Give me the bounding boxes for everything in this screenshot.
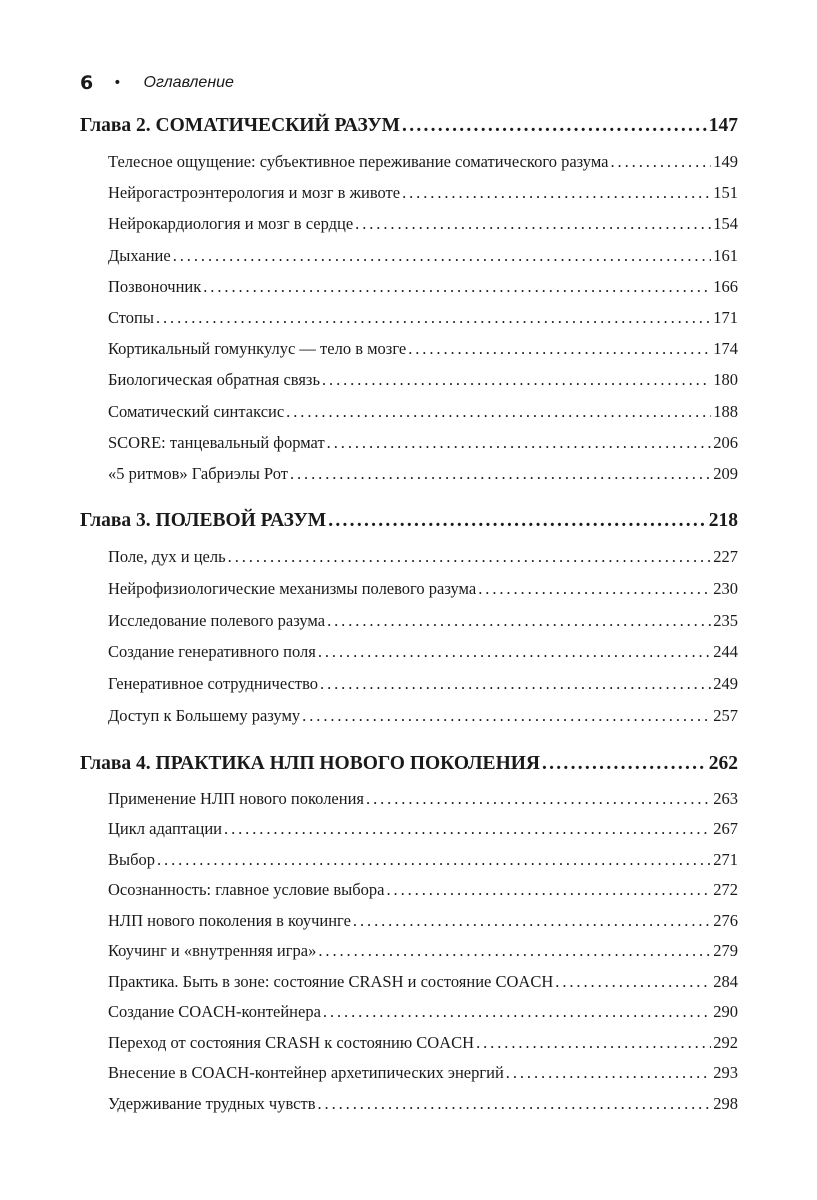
entry-page: 230 [713,578,738,598]
entry-page: 263 [713,788,738,808]
toc-entry[interactable] [108,997,738,1028]
entry-page: 209 [713,463,738,483]
leader-dots [290,458,711,489]
entry-title: Выбор [108,849,155,869]
entry-title: Применение НЛП нового поколения [108,788,365,808]
toc-entry[interactable] [108,906,738,937]
leader-dots [611,146,712,177]
leader-dots [317,1089,711,1120]
entry-title: Поле, дух и цель [108,547,226,567]
entry-title: Телесное ощущение: субъективное переживание соматического разума [108,152,609,171]
toc-entry[interactable] [108,240,738,271]
chapter-title: Глава 4. ПРАКТИКА НЛП НОВОГО ПОКОЛЕНИЯ [80,752,540,774]
entry-page: 161 [713,245,738,265]
leader-dots [402,110,707,142]
toc-entry[interactable] [108,573,738,605]
leader-dots [156,302,711,333]
leader-dots [228,541,712,573]
toc-entry[interactable] [108,364,738,395]
toc-entry[interactable] [108,541,738,573]
entry-title: Создание COACH-контейнера [108,1002,321,1022]
toc-entry[interactable] [108,1028,738,1059]
chapter-page: 262 [708,752,738,774]
entry-title: Дыхание [108,245,171,265]
leader-dots [302,700,711,732]
leader-dots [327,605,711,637]
leader-dots [366,784,711,815]
toc-entry[interactable] [108,177,738,208]
entry-page: 180 [713,370,738,390]
entry-title: Исследование полевого разума [108,610,326,630]
chapter-page: 147 [708,115,738,136]
entry-page: 174 [713,339,738,359]
entry-page: 267 [713,819,738,839]
section-list [80,146,738,489]
entry-page: 244 [713,642,738,662]
toc-entry[interactable] [108,875,738,906]
toc-entry[interactable] [108,1089,738,1120]
toc-entry[interactable] [108,333,738,364]
section-list [80,541,738,732]
toc-entry[interactable] [108,936,738,967]
entry-page: 284 [713,971,738,991]
entry-title: «5 ритмов» Габриэлы Рот [108,463,288,483]
toc-entry[interactable] [108,146,738,177]
entry-page: 292 [713,1032,738,1052]
entry-title: SCORE: танцевальный формат [108,432,325,452]
leader-dots [355,208,711,239]
entry-title: Удерживание трудных чувств [108,1093,316,1113]
leader-dots [555,967,711,998]
chapter-title: Глава 2. СОМАТИЧЕСКИЙ РАЗУМ [80,115,401,136]
entry-page: 154 [713,214,738,234]
toc-entry[interactable] [108,784,738,815]
entry-page: 227 [713,547,738,567]
toc-entry[interactable] [108,668,738,700]
leader-dots [320,668,711,700]
entry-title: Кортикальный гомункулус — тело в мозге [108,339,407,359]
toc-entry[interactable] [108,700,738,732]
leader-dots [408,333,711,364]
running-title: Оглавление [143,74,234,91]
leader-dots [173,240,712,271]
entry-page: 235 [713,610,738,630]
leader-dots [328,505,707,537]
entry-title: Нейрофизиологические механизмы полевого разума [108,578,477,598]
entry-title: Доступ к Большему разуму [108,706,301,726]
chapter-page: 218 [708,510,738,532]
leader-dots [318,936,711,967]
toc-entry[interactable] [108,814,738,845]
entry-title: Нейрокардиология и мозг в сердце [108,214,354,234]
entry-page: 149 [713,152,738,171]
leader-dots [476,1028,711,1059]
entry-page: 206 [713,432,738,452]
entry-title: Цикл адаптации [108,819,223,839]
leader-dots [542,748,707,780]
entry-page: 290 [713,1002,738,1022]
leader-dots [478,573,711,605]
page-number: 6 [80,72,94,94]
entry-title: Создание генеративного поля [108,642,316,662]
toc-entry[interactable] [108,396,738,427]
toc-entry[interactable] [108,967,738,998]
entry-title: Генеративное сотрудничество [108,674,319,694]
chapter-title: Глава 3. ПОЛЕВОЙ РАЗУМ [80,510,327,532]
leader-dots [286,396,711,427]
entry-title: Осознанность: главное условие выбора [108,880,385,900]
leader-dots [353,906,711,937]
entry-page: 249 [713,674,738,694]
leader-dots [318,636,711,668]
toc-entry[interactable] [108,636,738,668]
toc-entry[interactable] [108,605,738,637]
running-header [80,70,234,96]
section-list [80,784,738,1120]
entry-page: 293 [713,1063,738,1083]
entry-page: 171 [713,307,738,327]
table-of-contents [80,110,738,1119]
leader-dots [224,814,711,845]
leader-dots [157,845,711,876]
entry-title: НЛП нового поколения в коучинге [108,910,351,930]
toc-entry[interactable] [108,208,738,239]
entry-title: Соматический синтаксис [108,401,285,421]
toc-entry[interactable] [108,302,738,333]
leader-dots [323,997,711,1028]
entry-title: Нейрогастроэнтерология и мозг в животе [108,183,401,203]
toc-entry[interactable] [108,271,738,302]
chapter-heading[interactable] [80,110,738,142]
chapter-heading[interactable] [80,505,738,537]
toc-entry[interactable] [108,427,738,458]
leader-dots [386,875,711,906]
leader-dots [506,1058,711,1089]
leader-dots [322,364,711,395]
entry-page: 151 [713,183,738,203]
entry-page: 272 [713,880,738,900]
toc-entry[interactable] [108,1058,738,1089]
entry-page: 271 [713,849,738,869]
entry-page: 279 [713,941,738,961]
entry-page: 188 [713,401,738,421]
entry-page: 166 [713,276,738,296]
toc-entry[interactable] [108,845,738,876]
entry-title: Коучинг и «внутренняя игра» [108,941,317,961]
bullet-separator: • [113,75,122,91]
entry-page: 257 [713,706,738,726]
leader-dots [203,271,711,302]
entry-title: Практика. Быть в зоне: состояние CRASH и состояние COACH [108,971,554,991]
entry-title: Биологическая обратная связь [108,370,320,390]
entry-title: Позвоночник [108,276,202,296]
entry-page: 276 [713,910,738,930]
entry-page: 298 [713,1093,738,1113]
chapter-heading[interactable] [80,748,738,780]
entry-title: Переход от состояния CRASH к состоянию COACH [108,1032,475,1052]
leader-dots [327,427,712,458]
entry-title: Стопы [108,307,154,327]
leader-dots [402,177,711,208]
entry-title: Внесение в COACH-контейнер архетипических энергий [108,1063,504,1083]
toc-entry[interactable] [108,458,738,489]
